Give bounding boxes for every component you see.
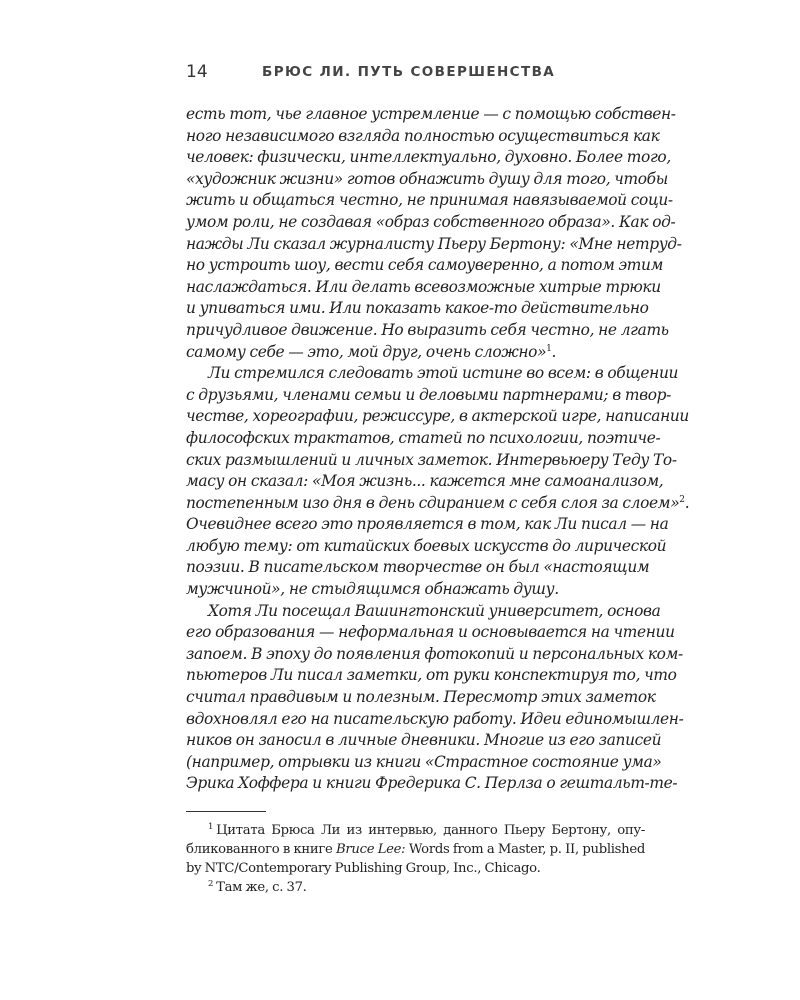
paragraph-1: [186, 104, 682, 363]
text-line: его образования — неформальная и основывается на чтении: [186, 623, 675, 642]
running-header: [186, 62, 646, 86]
footnotes: [186, 821, 645, 897]
text-line: самому себе — это, мой друг, очень сложно»$^1$.: [186, 342, 557, 361]
text-line: считал правдивым и полезным. Пересмотр этих заметок: [186, 688, 656, 707]
text-line: запоем. В эпоху до появления фотокопий и персональных ком-: [186, 644, 683, 663]
text-line: человек: физически, интеллектуально, духовно. Более того,: [186, 148, 671, 167]
text-line: причудливое движение. Но выразить себя честно, не лгать: [186, 320, 669, 339]
text-line: но устроить шоу, вести себя самоуверенно, а потом этим: [186, 256, 664, 275]
text-line: постепенным изо дня в день сдиранием с себя слоя за слоем»$^2$.: [186, 493, 690, 512]
text-line: ников он заносил в личные дневники. Многие из его записей: [186, 731, 662, 750]
footnote-1-book-title: Bruce Lee:: [336, 842, 406, 857]
main-text: [186, 104, 690, 795]
text-line: Хотя Ли посещал Вашингтонский университет, основа: [208, 601, 661, 620]
text-line: честве, хореографии, режиссуре, в актерской игре, написании: [186, 407, 689, 426]
text-line: масу он сказал: «Моя жизнь... кажется мне самоанализом,: [186, 472, 664, 491]
page-number: 14: [186, 62, 208, 82]
footnote-2-line: [186, 878, 645, 897]
text-line: философских трактатов, статей по психологии, поэтиче-: [186, 428, 661, 447]
footnote-divider: [186, 811, 266, 812]
footnote-reference-1[interactable]: 1: [546, 343, 552, 354]
paragraph-2: [186, 363, 690, 601]
text-line: поэзии. В писательском творчестве он был «настоящим: [186, 558, 650, 577]
text-line: наслаждаться. Или делать всевозможные хитрые трюки: [186, 277, 661, 296]
text-line: Ли стремился следовать этой истине во всем: в общении: [208, 364, 679, 383]
text-line: и упиваться ими. Или показать какое-то действительно: [186, 299, 649, 318]
text-line: ских размышлений и личных заметок. Интервьюеру Теду То-: [186, 450, 677, 469]
footnote-2-text: Там же, с. 37.: [216, 880, 307, 895]
footnote-2-mark: 2: [208, 878, 214, 889]
footnote-1-line: [186, 840, 645, 859]
footnote-1-text: Цитата Брюса Ли из интервью, данного Пьеру Бертону, опу-: [216, 823, 645, 838]
footnote-1-line: by NTC/Contemporary Publishing Group, Inc., Chicago.: [186, 861, 541, 876]
footnote-1-text: Words from a Master, p. II, published: [405, 842, 645, 857]
text-line: жить и общаться честно, не принимая навязываемой соци-: [186, 191, 673, 210]
text-line: пьютеров Ли писал заметки, от руки конспектируя то, что: [186, 666, 677, 685]
text-line-content: постепенным изо дня в день сдиранием с себя слоя за слоем»: [186, 493, 680, 512]
text-line: любую тему: от китайских боевых искусств до лирической: [186, 536, 667, 555]
text-line: есть тот, чье главное устремление — с помощью собствен-: [186, 105, 676, 123]
text-line: (например, отрывки из книги «Страстное состояние ума»: [186, 752, 662, 771]
text-line: умом роли, не создавая «образ собственного образа». Как од-: [186, 212, 676, 231]
footnote-1-text: бликованного в книге: [186, 842, 337, 857]
text-line: «художник жизни» готов обнажить душу для того, чтобы: [186, 169, 668, 188]
text-line: Очевиднее всего это проявляется в том, как Ли писал — на: [186, 515, 669, 534]
footnote-1-line: [186, 821, 645, 840]
text-line: мужчиной», не стыдящимся обнажать душу.: [186, 580, 559, 599]
text-line: нажды Ли сказал журналисту Пьеру Бертону: «Мне нетруд-: [186, 234, 682, 253]
paragraph-3: [186, 601, 684, 795]
footnote-1-mark: 1: [208, 821, 214, 832]
text-line: Эрика Хоффера и книги Фредерика С. Перлза о гештальт-те-: [186, 774, 678, 793]
running-title: БРЮС ЛИ. ПУТЬ СОВЕРШЕНСТВА: [262, 64, 556, 80]
text-line: ного независимого взгляда полностью осуществиться как: [186, 126, 660, 145]
text-line: с друзьями, членами семьи и деловыми партнерами; в твор-: [186, 385, 671, 404]
text-line: вдохновлял его на писательскую работу. Идеи единомышлен-: [186, 709, 684, 728]
footnote-reference-2[interactable]: 2: [679, 494, 685, 505]
text-line-content: самому себе — это, мой друг, очень сложно»: [186, 342, 547, 361]
